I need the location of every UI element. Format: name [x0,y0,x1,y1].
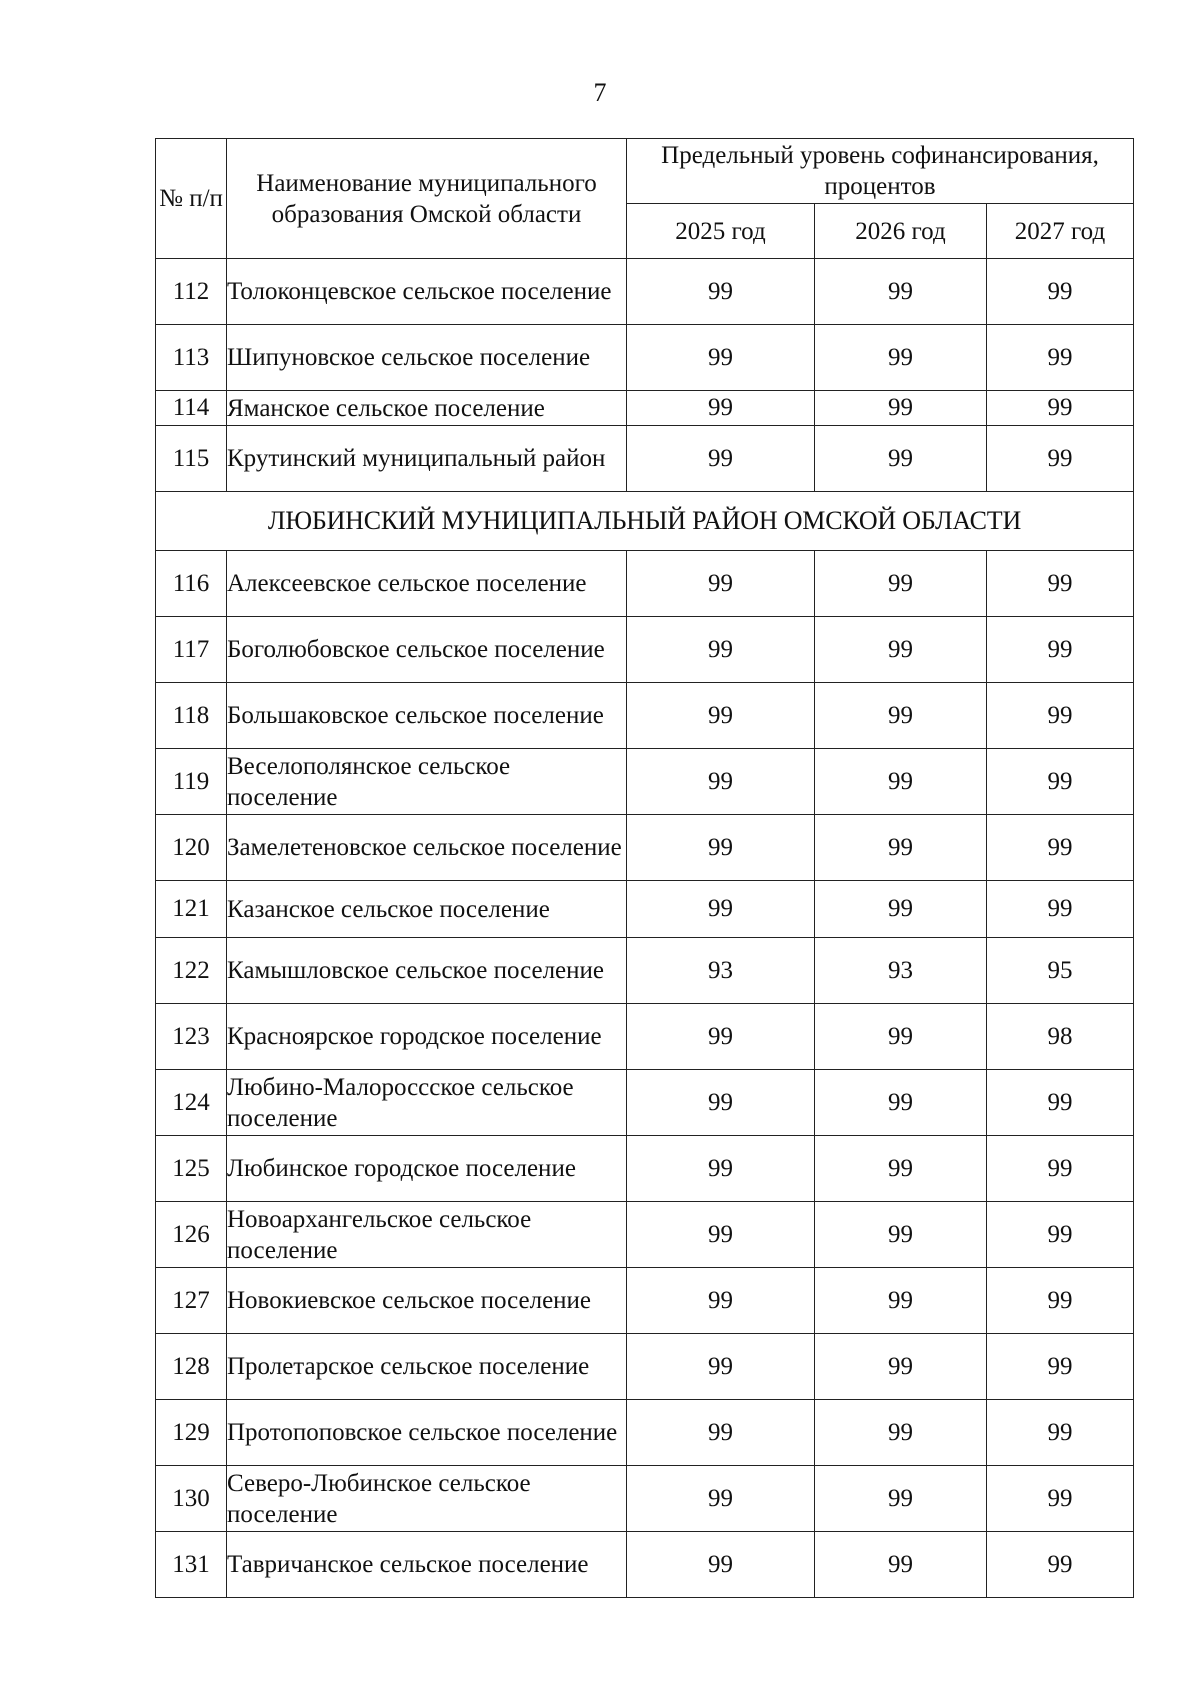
table-row [156,391,1134,426]
value-2025: 99 [627,1268,815,1334]
value-2027: 99 [987,1400,1134,1466]
row-name: Новокиевское сельское поселение [227,1268,627,1334]
value-2027: 99 [987,551,1134,617]
value-2027: 99 [987,749,1134,815]
table-row [156,1532,1134,1598]
section-title: ЛЮБИНСКИЙ МУНИЦИПАЛЬНЫЙ РАЙОН ОМСКОЙ ОБЛАСТИ [156,492,1134,551]
header-limit: Предельный уровень софинансирования, процентов [627,139,1134,204]
value-2027: 95 [987,938,1134,1004]
value-2025: 99 [627,1004,815,1070]
row-number: 122 [156,938,227,1004]
value-2026: 99 [815,391,987,426]
row-name: Толоконцевское сельское поселение [227,259,627,325]
header-year-2025: 2025 год [627,204,815,259]
row-name: Северо-Любинское сельское поселение [227,1466,627,1532]
value-2026: 99 [815,881,987,938]
row-name: Камышловское сельское поселение [227,938,627,1004]
value-2027: 99 [987,815,1134,881]
row-number: 131 [156,1532,227,1598]
header-year-2027: 2027 год [987,204,1134,259]
table-row [156,1070,1134,1136]
value-2027: 99 [987,1070,1134,1136]
value-2026: 99 [815,551,987,617]
row-name: Большаковское сельское поселение [227,683,627,749]
value-2025: 99 [627,617,815,683]
row-name: Протопоповское сельское поселение [227,1400,627,1466]
value-2026: 93 [815,938,987,1004]
row-number: 128 [156,1334,227,1400]
value-2025: 99 [627,391,815,426]
value-2025: 99 [627,1532,815,1598]
value-2025: 99 [627,259,815,325]
value-2027: 99 [987,1334,1134,1400]
value-2026: 99 [815,1400,987,1466]
row-number: 121 [156,881,227,938]
value-2027: 99 [987,391,1134,426]
row-number: 117 [156,617,227,683]
value-2026: 99 [815,1202,987,1268]
row-name: Красноярское городское поселение [227,1004,627,1070]
table-row [156,551,1134,617]
table-body-section [156,551,1134,1598]
table-row [156,617,1134,683]
row-name: Яманское сельское поселение [227,391,627,426]
table-row [156,1466,1134,1532]
row-name: Боголюбовское сельское поселение [227,617,627,683]
value-2025: 99 [627,815,815,881]
table-row [156,1136,1134,1202]
header-num: № п/п [156,139,227,259]
table-row [156,815,1134,881]
value-2027: 99 [987,1532,1134,1598]
row-name: Любинское городское поселение [227,1136,627,1202]
table-row [156,259,1134,325]
value-2025: 99 [627,1334,815,1400]
row-name: Пролетарское сельское поселение [227,1334,627,1400]
row-name: Новоархангельское сельское поселение [227,1202,627,1268]
value-2025: 99 [627,1070,815,1136]
row-number: 118 [156,683,227,749]
row-number: 112 [156,259,227,325]
row-number: 129 [156,1400,227,1466]
table-row [156,881,1134,938]
value-2026: 99 [815,259,987,325]
value-2027: 99 [987,426,1134,492]
table-row [156,1334,1134,1400]
value-2026: 99 [815,1334,987,1400]
value-2025: 99 [627,749,815,815]
value-2026: 99 [815,815,987,881]
row-name: Шипуновское сельское поселение [227,325,627,391]
cofinancing-table [155,138,1134,1598]
value-2025: 99 [627,325,815,391]
row-name: Алексеевское сельское поселение [227,551,627,617]
value-2026: 99 [815,426,987,492]
section-row [156,492,1134,551]
row-number: 114 [156,391,227,426]
row-name: Крутинский муниципальный район [227,426,627,492]
row-number: 123 [156,1004,227,1070]
value-2027: 99 [987,1136,1134,1202]
section-block [156,492,1134,551]
value-2025: 99 [627,1400,815,1466]
table-row [156,1004,1134,1070]
header-name: Наименование муниципального образования Омской области [227,139,627,259]
value-2026: 99 [815,1136,987,1202]
row-number: 115 [156,426,227,492]
value-2026: 99 [815,617,987,683]
value-2027: 99 [987,325,1134,391]
value-2026: 99 [815,1532,987,1598]
table-row [156,426,1134,492]
row-name: Веселополянское сельское поселение [227,749,627,815]
row-name: Казанское сельское поселение [227,881,627,938]
value-2025: 99 [627,683,815,749]
row-name: Тавричанское сельское поселение [227,1532,627,1598]
value-2027: 99 [987,1268,1134,1334]
value-2025: 99 [627,1136,815,1202]
table-row [156,749,1134,815]
table-row [156,1202,1134,1268]
value-2025: 99 [627,1466,815,1532]
value-2025: 99 [627,426,815,492]
value-2027: 99 [987,1202,1134,1268]
value-2026: 99 [815,683,987,749]
value-2026: 99 [815,1466,987,1532]
value-2027: 98 [987,1004,1134,1070]
row-name: Замелетеновское сельское поселение [227,815,627,881]
value-2026: 99 [815,749,987,815]
row-number: 127 [156,1268,227,1334]
value-2026: 99 [815,1004,987,1070]
table-row [156,683,1134,749]
value-2027: 99 [987,683,1134,749]
table-row [156,938,1134,1004]
value-2027: 99 [987,1466,1134,1532]
row-number: 120 [156,815,227,881]
table-row [156,1268,1134,1334]
row-number: 113 [156,325,227,391]
row-number: 119 [156,749,227,815]
row-number: 116 [156,551,227,617]
header-year-2026: 2026 год [815,204,987,259]
value-2026: 99 [815,1070,987,1136]
row-name: Любино-Малороссское сельское поселение [227,1070,627,1136]
value-2025: 99 [627,881,815,938]
row-number: 130 [156,1466,227,1532]
value-2025: 93 [627,938,815,1004]
row-number: 126 [156,1202,227,1268]
value-2027: 99 [987,617,1134,683]
row-number: 124 [156,1070,227,1136]
value-2027: 99 [987,881,1134,938]
value-2025: 99 [627,1202,815,1268]
row-number: 125 [156,1136,227,1202]
page-number: 7 [593,78,607,107]
value-2027: 99 [987,259,1134,325]
value-2026: 99 [815,325,987,391]
table-row [156,1400,1134,1466]
value-2026: 99 [815,1268,987,1334]
value-2025: 99 [627,551,815,617]
table-row [156,325,1134,391]
table-body-top [156,259,1134,492]
